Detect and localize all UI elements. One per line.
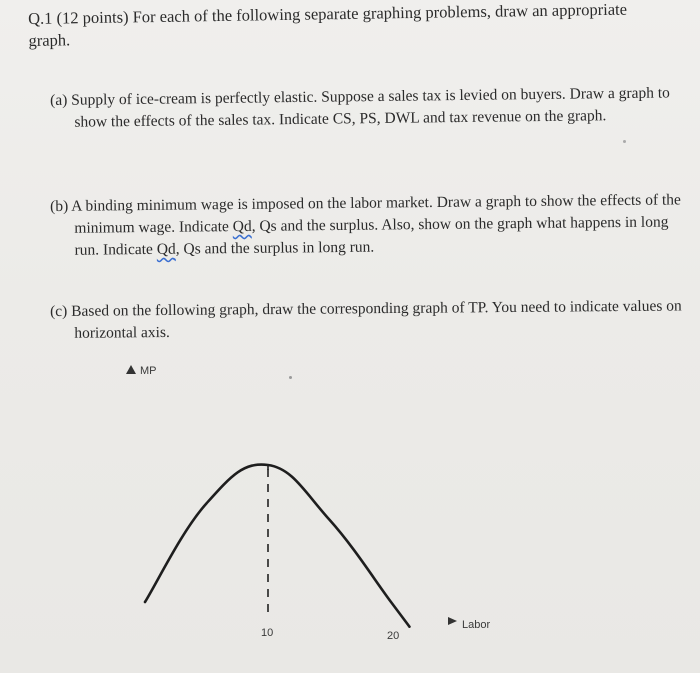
part-b-text-2: , Qs and the surplus. Also, show on the graph what happens in long run. Indicate [74, 213, 669, 259]
y-axis-label: MP [140, 365, 157, 377]
x-axis-label: Labor [462, 619, 491, 631]
x-axis-arrow-icon [448, 617, 457, 625]
x-tick-label-10: 10 [261, 627, 274, 639]
spellcheck-qd-2: Qd [156, 240, 176, 258]
question-title: Q.1 (12 points) For each of the following separate graphing problems, draw an appropriate graph. [28, 0, 628, 50]
mp-curve [145, 465, 409, 627]
spellcheck-qd-1: Qd [232, 217, 252, 236]
part-b-text-1: A binding minimum wage is imposed on the labor market. Draw a graph to show the effects of the minimum wage. Indicate [71, 191, 681, 237]
part-b-label: (b) [50, 197, 69, 215]
part-b-text-3: , Qs and the surplus in long run. [175, 238, 375, 258]
part-a-label: (a) [50, 91, 68, 109]
y-axis-arrow-icon [126, 365, 136, 374]
x-tick-label-20: 20 [387, 630, 400, 642]
part-c-label: (c) [50, 302, 68, 320]
part-a-text: Supply of ice-cream is perfectly elastic. Suppose a sales tax is levied on buyers. Draw a graph to show the effects of the sales tax. Indicate CS, PS, DWL and tax revenue on the graph. [71, 84, 670, 131]
part-c-text: Based on the following graph, draw the corresponding graph of TP. You need to indicate values on horizontal axis. [71, 297, 682, 342]
